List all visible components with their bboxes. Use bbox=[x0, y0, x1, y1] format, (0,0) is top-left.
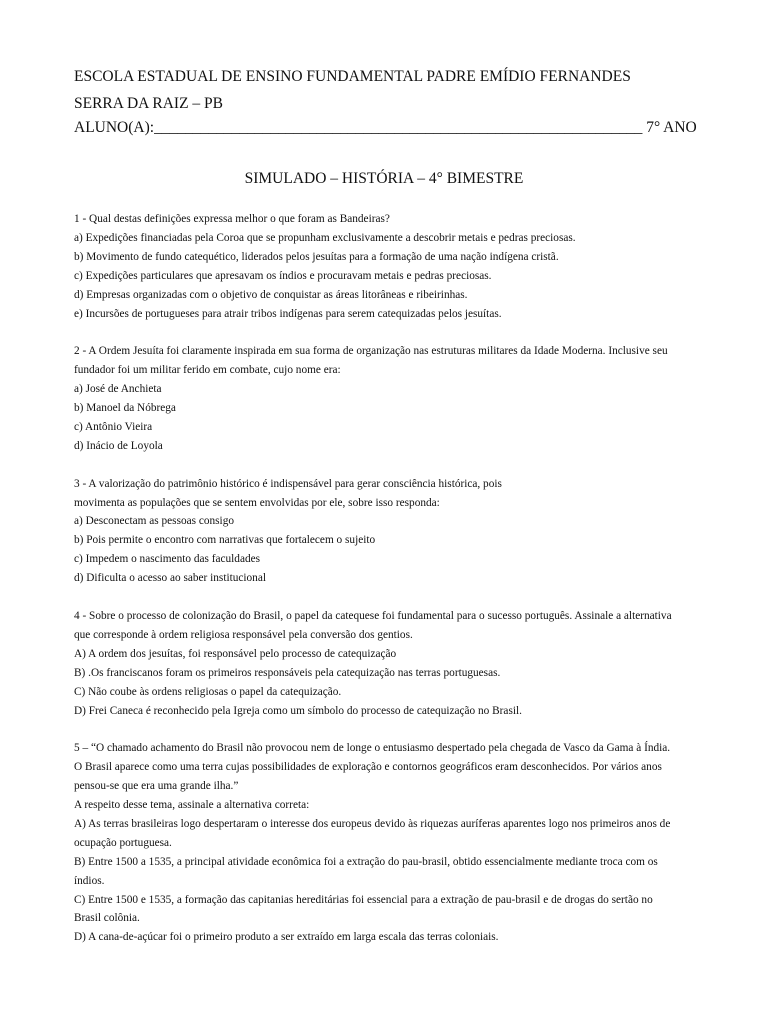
answer-option: B) .Os franciscanos foram os primeiros responsáveis pela catequização nas terras portuguesas. bbox=[74, 666, 501, 679]
answer-option: Brasil colônia. bbox=[74, 912, 140, 925]
question-4 bbox=[74, 607, 694, 720]
question-stem: que corresponde à ordem religiosa responsável pela conversão dos gentios. bbox=[74, 628, 413, 641]
answer-option: a) Expedições financiadas pela Coroa que se propunham exclusivamente a descobrir metais e pedras preciosas. bbox=[74, 231, 576, 244]
question-stem: fundador foi um militar ferido em combate, cujo nome era: bbox=[74, 364, 341, 377]
answer-option: D) Frei Caneca é reconhecido pela Igreja como um símbolo do processo de catequização no Brasil. bbox=[74, 704, 522, 717]
answer-option: c) Antônio Vieira bbox=[74, 420, 153, 433]
answer-option: d) Empresas organizadas com o objetivo de conquistar as áreas litorâneas e ribeirinhas. bbox=[74, 288, 468, 301]
answer-option: e) Incursões de portugueses para atrair tribos indígenas para serem catequizadas pelos jesuítas. bbox=[74, 307, 502, 320]
question-stem: 1 - Qual destas definições expressa melhor o que foram as Bandeiras? bbox=[74, 213, 390, 225]
question-stem: 2 - A Ordem Jesuíta foi claramente inspirada em sua forma de organização nas estruturas militares da Idade Moderna. Inclusive seu bbox=[74, 345, 668, 358]
question-stem: pensou-se que era uma grande ilha.” bbox=[74, 780, 239, 793]
answer-option: b) Movimento de fundo catequético, liderados pelos jesuítas para a formação de uma nação indígena cristã. bbox=[74, 250, 559, 263]
answer-option: C) Entre 1500 e 1535, a formação das capitanias hereditárias foi essencial para a extração de pau-brasil e de drogas do sertão no bbox=[74, 893, 653, 906]
question-2 bbox=[74, 342, 694, 455]
answer-option: a) Desconectam as pessoas consigo bbox=[74, 515, 234, 528]
answer-option: c) Expedições particulares que apresavam os índios e procuravam metais e pedras preciosas. bbox=[74, 269, 492, 282]
question-3 bbox=[74, 475, 694, 588]
student-name-line: ALUNO(A):_______________________________________________________________ 7° ANO bbox=[74, 119, 697, 136]
school-city: SERRA DA RAIZ – PB bbox=[74, 95, 224, 112]
question-stem: movimenta as populações que se sentem envolvidas por ele, sobre isso responda: bbox=[74, 496, 440, 509]
answer-option: B) Entre 1500 a 1535, a principal atividade econômica foi a extração do pau-brasil, obtido essencialmente mediante troca com os bbox=[74, 855, 658, 868]
answer-option: b) Manoel da Nóbrega bbox=[74, 402, 176, 415]
answer-option: A) A ordem dos jesuítas, foi responsável pelo processo de catequização bbox=[74, 647, 397, 660]
question-stem: 3 - A valorização do patrimônio histórico é indispensável para gerar consciência histórica, pois bbox=[74, 477, 502, 490]
answer-option: ocupação portuguesa. bbox=[74, 836, 172, 849]
answer-option: d) Dificulta o acesso ao saber institucional bbox=[74, 572, 266, 585]
answer-option: A) As terras brasileiras logo despertaram o interesse dos europeus devido às riquezas auríferas aparentes logo nos primeiros anos de bbox=[74, 817, 671, 830]
question-1 bbox=[74, 210, 694, 323]
answer-option: a) José de Anchieta bbox=[74, 383, 162, 396]
question-stem: O Brasil aparece como uma terra cujas possibilidades de exploração e contornos geográficos eram desconhecidos. Por vários anos bbox=[74, 761, 662, 774]
answer-option: C) Não coube às ordens religiosas o papel da catequização. bbox=[74, 685, 342, 698]
answer-option: b) Pois permite o encontro com narrativas que fortalecem o sujeito bbox=[74, 534, 376, 547]
question-5 bbox=[74, 739, 694, 947]
answer-option: c) Impedem o nascimento das faculdades bbox=[74, 553, 261, 566]
answer-option: D) A cana-de-açúcar foi o primeiro produto a ser extraído em larga escala das terras coloniais. bbox=[74, 931, 499, 944]
answer-option: índios. bbox=[74, 874, 105, 887]
question-stem: 4 - Sobre o processo de colonização do Brasil, o papel da catequese foi fundamental para o sucesso português. Assinale a alternativa bbox=[74, 609, 672, 622]
questions-body bbox=[74, 210, 694, 947]
question-stem: 5 – “O chamado achamento do Brasil não provocou nem de longe o entusiasmo despertado pela chegada de Vasco da Gama à Índia. bbox=[74, 742, 671, 755]
school-name: ESCOLA ESTADUAL DE ENSINO FUNDAMENTAL PADRE EMÍDIO FERNANDES bbox=[74, 68, 631, 85]
answer-option: d) Inácio de Loyola bbox=[74, 439, 163, 452]
question-stem: A respeito desse tema, assinale a alternativa correta: bbox=[74, 799, 310, 812]
exam-title: SIMULADO – HISTÓRIA – 4° BIMESTRE bbox=[244, 170, 524, 187]
